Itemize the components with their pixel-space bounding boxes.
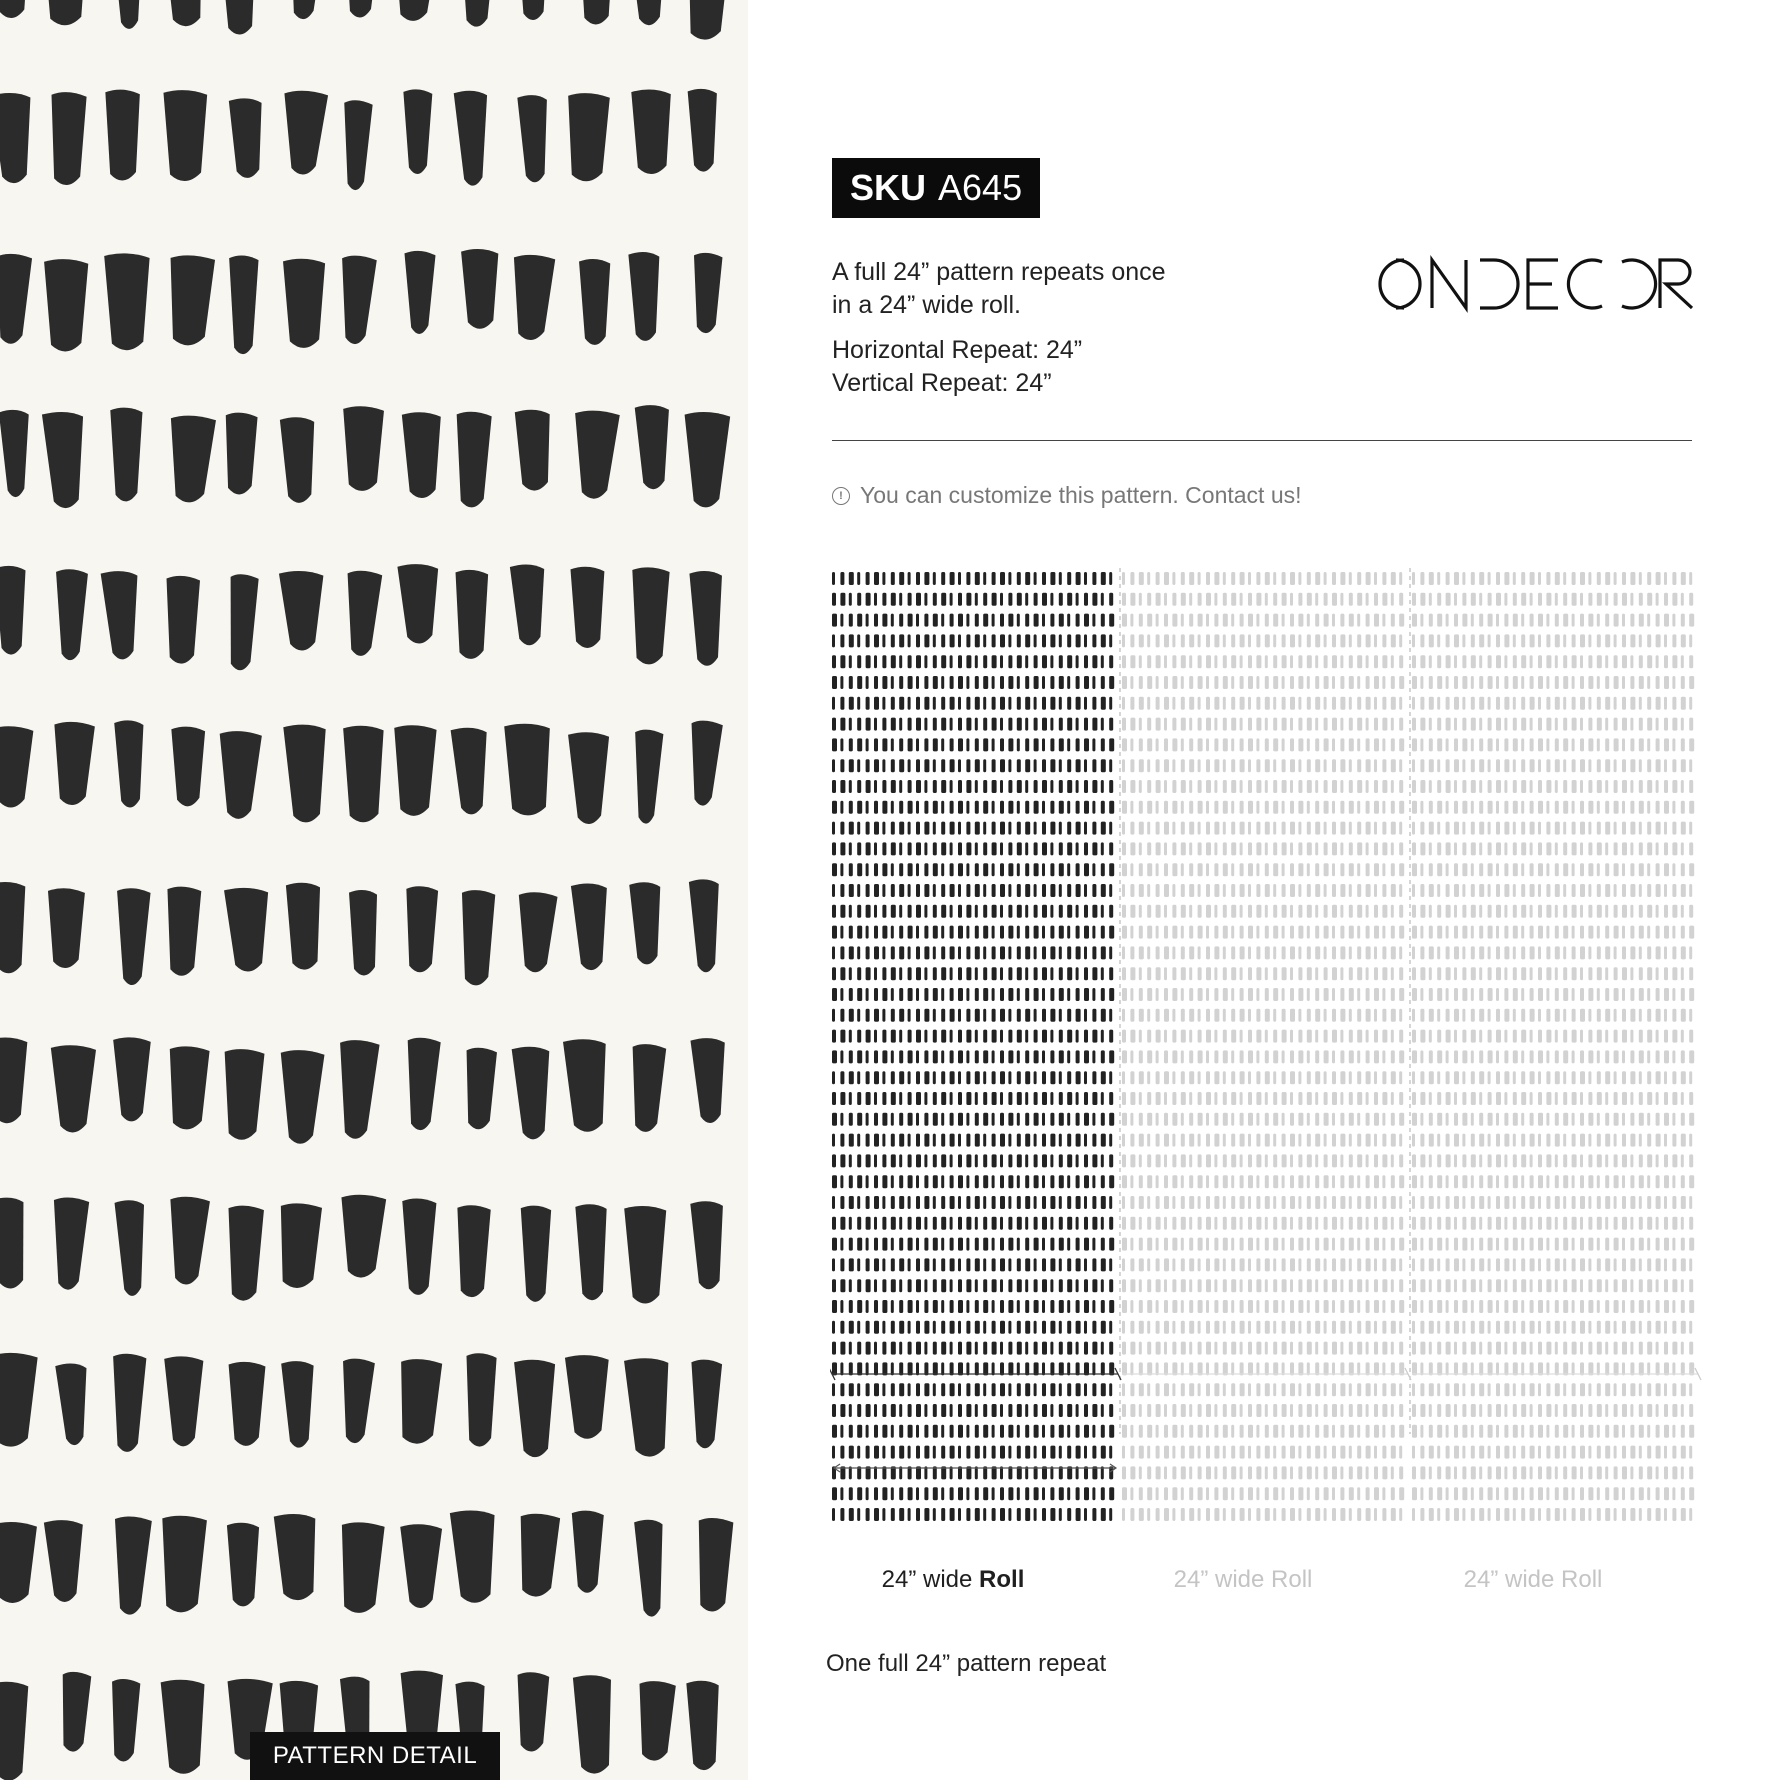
description-line-1: A full 24” pattern repeats once bbox=[832, 258, 1166, 286]
pattern-detail-panel bbox=[0, 0, 748, 1780]
sku-label: SKU bbox=[850, 167, 927, 208]
sku-badge bbox=[832, 158, 1040, 218]
roll-1 bbox=[832, 572, 1114, 1521]
customize-note-text: You can customize this pattern. Contact us! bbox=[860, 482, 1302, 508]
pattern-detail-image bbox=[0, 0, 748, 1780]
ondecor-logo bbox=[1376, 252, 1694, 316]
info-icon: ! bbox=[832, 487, 850, 505]
product-info-panel bbox=[748, 0, 1780, 1780]
customize-note[interactable] bbox=[832, 482, 1302, 509]
vertical-repeat: Vertical Repeat: 24” bbox=[832, 369, 1052, 397]
roll-3 bbox=[1412, 572, 1694, 1521]
divider bbox=[832, 440, 1692, 441]
rolls-preview bbox=[830, 568, 1706, 1528]
repeat-description bbox=[832, 256, 1166, 322]
horizontal-repeat: Horizontal Repeat: 24” bbox=[832, 336, 1083, 364]
description-line-2: in a 24” wide roll. bbox=[832, 291, 1021, 319]
roll-label-1: 24” wide Roll bbox=[881, 1566, 1025, 1593]
roll-label-2: 24” wide Roll bbox=[1173, 1566, 1313, 1593]
sku-code: A645 bbox=[938, 167, 1023, 208]
repeat-specs bbox=[832, 334, 1082, 400]
roll-2 bbox=[1122, 572, 1404, 1521]
pattern-detail-label: PATTERN DETAIL bbox=[250, 1732, 500, 1780]
roll-label-3: 24” wide Roll bbox=[1463, 1566, 1603, 1593]
pattern-repeat-caption: One full 24” pattern repeat bbox=[826, 1650, 1107, 1677]
